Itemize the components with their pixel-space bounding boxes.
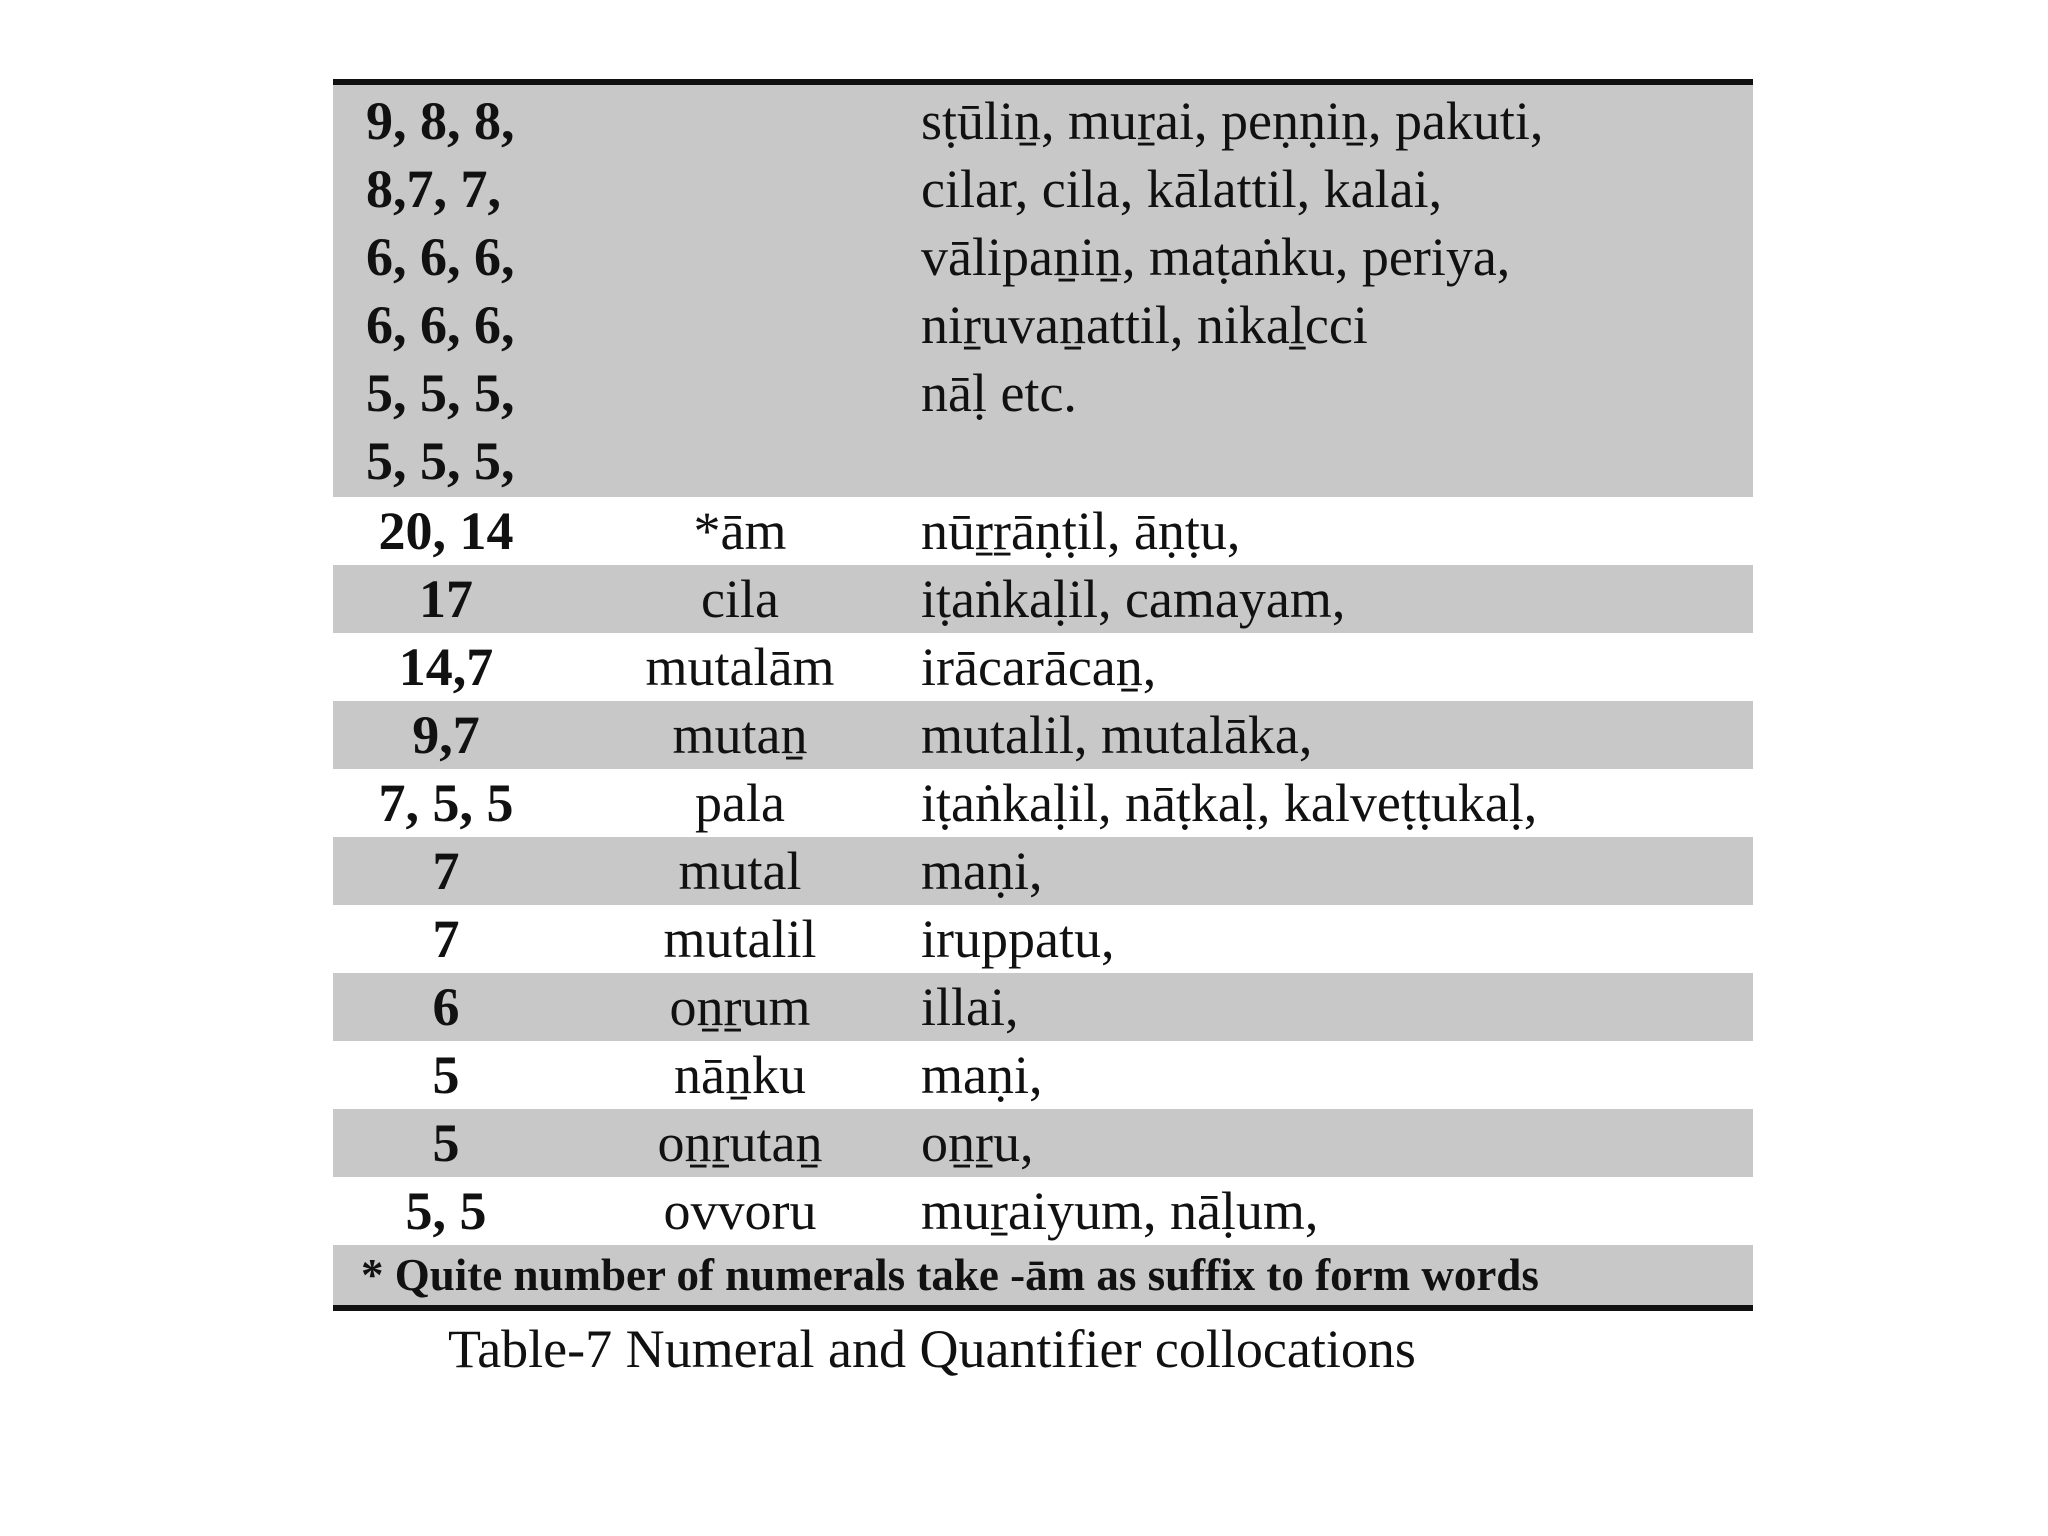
collocates-line: cilar, cila, kālattil, kalai, (921, 159, 1443, 219)
collocates-cell-stack (921, 82, 1753, 497)
numeral-cell: 9,7 (333, 701, 559, 769)
numeral-cell: 5 (432, 1045, 460, 1105)
quantifier-cell: oṉṟum (559, 973, 921, 1041)
quantifier-cell: pala (695, 773, 785, 833)
numeral-cell: 5, 5 (405, 1181, 487, 1241)
quantifier-cell: oṉṟutaṉ (559, 1109, 921, 1177)
collocation-table (333, 79, 1753, 1311)
quantifier-cell: nāṉku (674, 1045, 806, 1105)
table-row (333, 973, 1753, 1041)
table-row (333, 633, 1753, 701)
quantifier-cell: mutaṉ (559, 701, 921, 769)
numeral-cell: 7, 5, 5 (378, 773, 514, 833)
collocates-line: sṭūliṉ, muṟai, peṇṇiṉ, pakuti, (921, 91, 1544, 151)
collocates-cell: iṭaṅkaḷil, camayam, (921, 565, 1753, 633)
table-row (333, 769, 1753, 837)
quantifier-cell: ovvoru (663, 1181, 817, 1241)
numeral-cell: 5 (333, 1109, 559, 1177)
collocates-cell: illai, (921, 973, 1753, 1041)
numeral-line: 6, 6, 6, (366, 227, 515, 287)
collocates-cell: oṉṟu, (921, 1109, 1753, 1177)
table-footnote: * Quite number of numerals take -ām as suffix to form words (333, 1245, 1753, 1308)
quantifier-cell: mutal (559, 837, 921, 905)
table-row (333, 701, 1753, 769)
collocates-cell: irācarācaṉ, (921, 637, 1157, 697)
quantifier-cell: *ām (693, 501, 787, 561)
collocates-cell: nūṟṟāṇṭil, āṇṭu, (921, 501, 1241, 561)
numeral-line: 5, 5, 5, (366, 431, 515, 491)
numeral-cell: 7 (432, 909, 460, 969)
numeral-cell-stack (333, 82, 559, 497)
table-row (333, 1109, 1753, 1177)
collocates-line: niṟuvaṉattil, nikaḻcci (921, 295, 1368, 355)
table-row (333, 497, 1753, 565)
quantifier-cell (559, 82, 921, 497)
numeral-cell: 17 (333, 565, 559, 633)
collocates-cell: iruppatu, (921, 909, 1115, 969)
numeral-cell: 14,7 (398, 637, 494, 697)
table-row (333, 1177, 1753, 1245)
numeral-cell: 6 (333, 973, 559, 1041)
table-row (333, 905, 1753, 973)
quantifier-cell: mutalil (663, 909, 817, 969)
quantifier-cell: mutalām (645, 637, 835, 697)
collocates-line: nāḷ etc. (921, 363, 1077, 423)
quantifier-cell: cila (559, 565, 921, 633)
collocates-cell: mutalil, mutalāka, (921, 701, 1753, 769)
collocates-line: vālipaṉiṉ, maṭaṅku, periya, (921, 227, 1511, 287)
numeral-line: 8,7, 7, (366, 159, 501, 219)
numeral-line: 5, 5, 5, (366, 363, 515, 423)
numeral-cell: 7 (333, 837, 559, 905)
table-row (333, 565, 1753, 633)
collocates-cell: maṇi, (921, 1045, 1043, 1105)
table-footnote-row (333, 1245, 1753, 1308)
table-row (333, 1041, 1753, 1109)
table-row (333, 837, 1753, 905)
collocates-cell: iṭaṅkaḷil, nāṭkaḷ, kalveṭṭukaḷ, (921, 773, 1538, 833)
table-row-group (333, 82, 1753, 497)
table-caption: Table-7 Numeral and Quantifier collocations (448, 1319, 1416, 1379)
numeral-line: 9, 8, 8, (366, 91, 515, 151)
collocates-cell: muṟaiyum, nāḷum, (921, 1181, 1319, 1241)
numeral-line: 6, 6, 6, (366, 295, 515, 355)
collocates-cell: maṇi, (921, 837, 1753, 905)
numeral-cell: 20, 14 (378, 501, 514, 561)
